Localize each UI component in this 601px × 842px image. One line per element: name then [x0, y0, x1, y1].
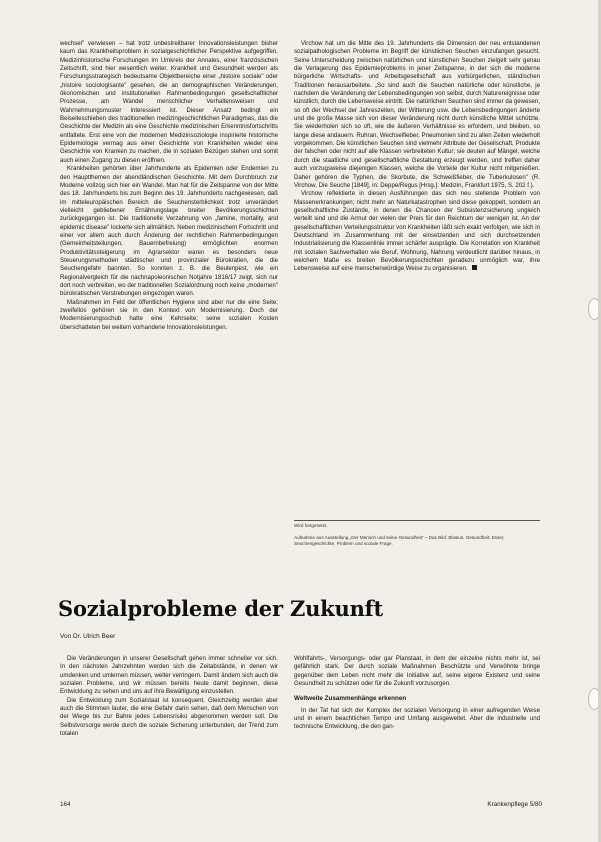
- top-left-column: [60, 40, 278, 332]
- journal-issue: Krankenpflege 5/80: [487, 801, 542, 808]
- paragraph: Wohlfahrts-, Versorgungs- oder gar Planstaat, in dem der einzelne nichts mehr ist, sei gefährlich stark. Der durch soziale Maßnahmen Beschützte und Verwöhnte bringe gegenüber dem Leben nicht mehr die Initiative auf, seine eigene Existenz und seine Gesundheit zu schützen oder für die Zukunft vorzusorgen.: [294, 655, 540, 688]
- article-byline: Von Dr. Ulrich Beer: [60, 633, 116, 640]
- page-number: 164: [60, 801, 71, 808]
- image-credit: Aufnahme aus Ausstellung „Der Mensch und seine Gesundheit" – Das Bild: Blasius, Gesundheit: Esser, Seuchengeschichte, Problem und soziale Frage.: [294, 535, 505, 546]
- paragraph: Krankheiten gehörten über Jahrhunderte als Epidemien oder Endemien zu den Hauptthemen der abendländischen Geschichte. Mit dem Durchbruch zur Moderne vollzog sich hier ein Wandel. Man hat für die Zeitspanne von der Mitte des 18. Jahrhunderts bis zum Beginn des 19. Jahrhunderts nachgewiesen, daß im mitteleuropäischen Bereich die Seuchensterblichkeit trotz unverändert vielleicht gebliebener Ernährungslage breiter Bevölkerungsschichten zurückgegangen ist. Die traditionelle Verzahnung von „famine, mortality, and epidemic disease" lockerte sich allmählich. Neben medizinischem Fortschritt und einer vor allem auch durch Änderung der rechtlichen Rahmenbedingungen (Gemeinheitsteilungen, Bauernbefreiung) ermöglichten enormen Produktivitätssteigerung im Agrarsektor waren es besonders neue Steuerungsmethoden städtischer und provinzialer Bürokratien, die die Seuchengefahr bannten. So konnten z. B. die Beulenpest, wie ein Regionalvergleich für die nachnapoleonischen Notjahre 1816/17 zeigt, sich nur dort noch verbreiten, wo der traditionellen Sozialordnung noch keine „modernen" bürokratischen Verstrebungen eingezogen waren.: [60, 165, 278, 298]
- divider: [294, 520, 540, 521]
- article-subheading: Weltweite Zusammenhänge erkennen: [294, 695, 407, 703]
- top-right-column: [294, 40, 540, 274]
- article-left-column: [60, 655, 278, 738]
- paragraph: Die Entwicklung zum Sozialstaat ist konsequent. Gleichzeitig werden aber auch die Stimmen lauter, die eine Gefahr darin sehen, daß dem Menschen von der Wiege bis zur Bahre jedes Lebensrisiko abgenommen werden soll. Die Selbstvorsorge werde durch die soziale Sicherung unterbunden, der Trend zum totalen: [60, 696, 278, 738]
- paragraph: wechsel" verwiesen – hat trotz unbestreitbarer Innovationsleistungen bisher kaum das Krankheitsproblem in sozialgeschichtlicher Perspektive aufgegriffen. Medizinhistorische Forschungen im Umkreis der Annales, einer französischen Zeitschrift, sind hier wesentlich weiter. Krankheit und Gesundheit werden als Forschungsstrategisch bedeutsame Objektbereiche einer „histoire sociale" oder „histoire sociologisante" gesehen, die an demographischen Veränderungen, ökonomischen und institutionellen Rahmenbedingungen gesellschaftlicher Prozesse, am Wandel menschlicher Verhaltensweisen und Wahrnehmungsmuster interessiert ist. Dieser Ansatz bedingt ein Beiseiteschieben des traditionellen medizingeschichtlichen Paradigmas, das die Geschichte der Medizin als eine Geschichte medizinischen Erkenntnisfortschritts entfaltete. Erst eine von der modernen Medizinsoziologie inspirierte historische Epidemiologie vermag aus einer Geschichte von Krankheiten wieder eine Geschichte von Kranken zu machen, die in sozialen Bezügen stehen und somit auch einen Zugang zu diesen eröffnen.: [60, 40, 278, 164]
- article-note: [294, 520, 540, 547]
- paragraph: In der Tat hat sich der Komplex der sozialen Versorgung in einer aufregenden Weise und in einem beachtlichen Tempo und Umfang ausgeweitet. Aber die industrielle und technische Entwicklung, die den gan-: [294, 706, 540, 731]
- paragraph: Virchow reflektierte in diesen Ausführungen das sich neu stellende Problem von Massenerkrankungen; nicht mehr an Naturkatastrophen sind diese gekoppelt, sondern an gesellschaftliche Zustände, in denen die Chancen der Subsistenzsicherung ungleich verteilt sind und die Armut der vielen der Preis für den Reichtum der wenigen ist. An der gesellschaftlichen Verteilungsstruktur von Krankheiten läßt sich exakt verfolgen, wie sich in Deutschland im Zusammenhang mit der einsetzenden und sich durchsetzenden Industrialisierung die Klassenlinie immer schärfer ausprägte. Die Korrelation von Krankheit mit sozialen Sachverhalten wie Beruf, Wohnung, Nahrung verdeutlicht darüber hinaus, in welchem Maße es breiten Bevölkerungsschichten geradezu unmöglich war, ihre Lebensweise auf eine menschenwürdige Weise zu organisieren.: [294, 190, 540, 273]
- paragraph: Die Veränderungen in unserer Gesellschaft gehen immer schneller vor sich. In den nächsten Jahrzehnten werden sich die Zeitabstände, in denen wir umdenken und umlernen müssen, weiter verringern. Damit ändern sich auch die sozialen Probleme, und wir müssen bereits heute damit beginnen, diese Entwicklung zu sehen und uns auf ihre Bewältigung einzustellen.: [60, 655, 278, 696]
- end-of-article-mark: [472, 265, 477, 270]
- article-right-column: [294, 655, 540, 732]
- paragraph: Maßnahmen im Feld der öffentlichen Hygiene sind aber nur die eine Seite; zweifellos gehören sie in den Kontext von Modernisierung. Doch der Modernisierungsschub hatte eine Kehrseite; seine sozialen Kosten überschatteten bei weitem vorhandene Innovationsleistungen.: [60, 298, 278, 331]
- paragraph: Virchow hat um die Mitte des 19. Jahrhunderts die Dimension der neu entstandenen sozialpathologischen Probleme im Begriff der künstlichen Seuchen einzufangen gesucht. Seine Unterscheidung zwischen natürlichen und künstlichen Seuchen zielgelt sehr genau die Verlagerung des Epidemieproblems in jener Zeitspanne, in der sich die moderne bürgerliche Wirtschafts- und Arbeitsgesellschaft aus vorbürgerlichen, ständischen Traditionen herausarbeitete. „So sind auch die Seuchen natürliche oder künstliche, je nachdem die Veränderung der Lebensbedingungen von selbst, durch Naturereignisse oder künstlich, durch die Lebensweise eintritt. Die natürlichen Seuchen sind immer da gewesen, so oft der Wechsel der Jahreszeiten, der Witterung usw. die Lebensbedingungen änderte und die große Masse sich von dieser Veränderung nicht durch künstliche Mittel schützte. Sie wiederholen sich so oft, wie die äußeren Verhältnisse es erfordern, und bleiben, so lange diese andauern. Ruhran, Wechselfieber, Pneumonien sind zu allen Zeiten wiederholt vorgekommen. Die künstlichen Seuchen sind vielmehr Attribute der Gesellschaft, Produkte der falschen oder nicht auf alle Klassen verbreiteten Kultur; sie deuten auf Mängel, welche durch die staatliche und gesellschaftliche Gestaltung erzeugt werden, und treffen daher auch vorzugsweise diejenigen Klassen, welche die Vorteile der Kultur nicht mitgenießen. Daher gehören die Typhen, die Skorbute, die Schweißfieber, die Tuberkulosen" (R. Virchow, Die Seuche [1849], in: Deppe/Regus [Hrsg.]: Medizin, Frankfurt 1975, S. 202 f.).: [294, 40, 540, 189]
- article-headline: Sozialprobleme der Zukunft: [58, 596, 383, 621]
- continued-note: Wird fortgesetzt.: [294, 523, 328, 528]
